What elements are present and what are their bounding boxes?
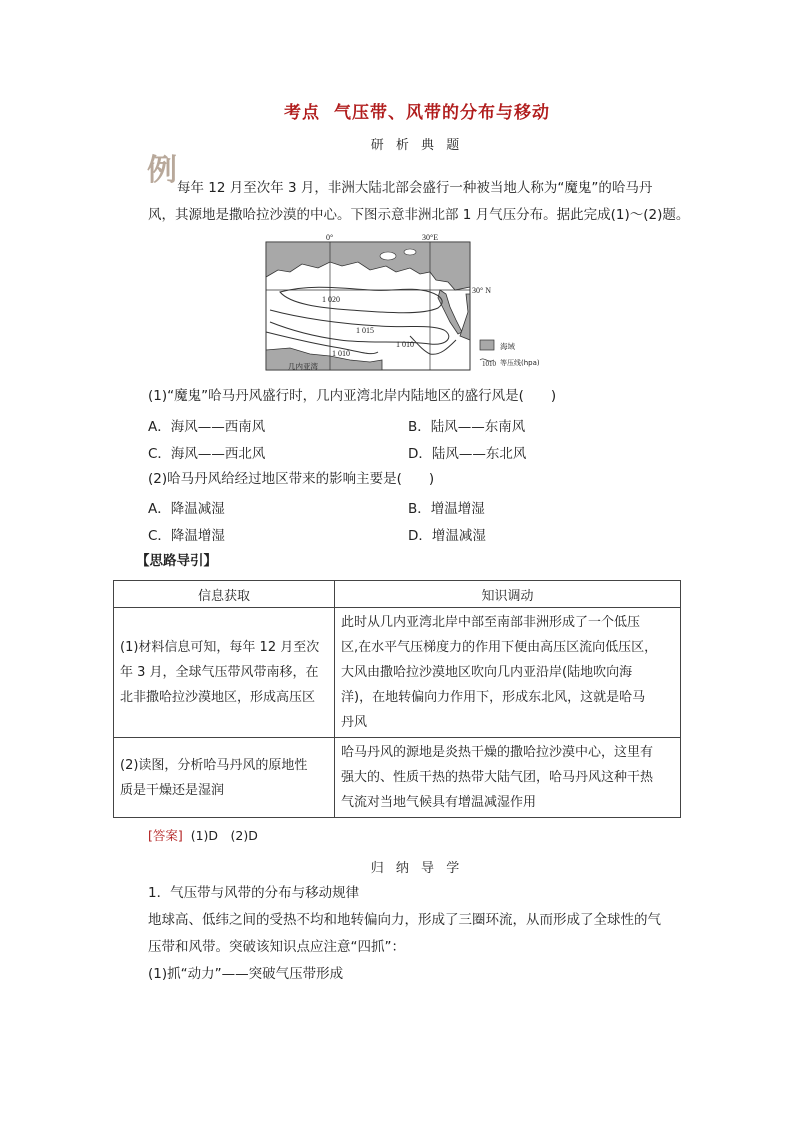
guide-row1-knowledge-line: 洋)，在地转偏向力作用下，形成东北风，这就是哈马 <box>341 690 646 705</box>
page-title <box>0 98 794 123</box>
question1-option-c: C．海风——西北风 <box>148 446 266 462</box>
legend-sea-label: 海域 <box>500 342 515 351</box>
table-row <box>114 738 681 818</box>
example-text-line1: 每年 12 月至次年 3 月，非洲大陆北部会盛行一种被当地人称为“魔鬼”的哈马丹 <box>177 180 653 196</box>
guide-row1-info-line: (1)材料信息可知，每年 12 月至次 <box>120 640 320 655</box>
label-isobar-1010-east: 1 010 <box>396 340 414 349</box>
legend-sea-swatch <box>480 340 494 350</box>
guide-row1-info-line: 年 3 月，全球气压带风带南移，在 <box>120 665 319 680</box>
question2-option-b: B．增温增湿 <box>408 501 485 517</box>
guide-row1-knowledge-line: 此时从几内亚湾北岸中部至南部非洲形成了一个低压 <box>341 615 641 630</box>
label-gulf-of-guinea: 几内亚湾 <box>288 362 318 371</box>
question2-stem: (2)哈马丹风给经过地区带来的影响主要是( ) <box>148 471 435 487</box>
guide-row1-knowledge-line: 区,在水平气压梯度力的作用下便由高压区流向低压区， <box>341 640 658 655</box>
summary-line2: 压带和风带。突破该知识点应注意“四抓”： <box>148 939 405 955</box>
guide-table-header-knowledge: 知识调动 <box>335 581 681 608</box>
label-isobar-1020: 1 020 <box>322 295 340 304</box>
guide-table-header-row <box>114 581 681 608</box>
guide-row1-info <box>114 608 335 738</box>
label-isobar-1010-west: 1 010 <box>332 349 350 358</box>
summary-line3: (1)抓“动力”——突破气压带形成 <box>148 966 344 982</box>
title-prefix: 考点 <box>284 103 320 123</box>
example-text-line2: 风，其源地是撒哈拉沙漠的中心。下图示意非洲北部 1 月气压分布。据此完成(1)～(2)题。 <box>148 207 690 223</box>
question1-option-a: A．海风——西南风 <box>148 419 266 435</box>
guide-row1-info-line: 北非撒哈拉沙漠地区，形成高压区 <box>120 690 316 705</box>
guide-row2-info <box>114 738 335 818</box>
label-isobar-1015: 1 015 <box>356 326 374 335</box>
label-lon0: 0° <box>326 233 334 242</box>
guide-row2-knowledge-line: 强大的、性质干热的热带大陆气团，哈马丹风这种干热 <box>341 770 654 785</box>
guide-row1-knowledge-line: 大风由撒哈拉沙漠地区吹向几内亚沿岸(陆地吹向海 <box>341 665 633 680</box>
question1-stem: (1)“魔鬼”哈马丹风盛行时，几内亚湾北岸内陆地区的盛行风是( ) <box>148 388 557 404</box>
section-heading-summary: 归 纳 导 学 <box>370 861 464 876</box>
legend-isobar-label: 等压线(hpa) <box>500 359 540 367</box>
question2-option-a: A．降温减湿 <box>148 501 225 517</box>
answer-tag: [答案] <box>148 828 183 843</box>
summary-heading: 1．气压带与风带的分布与移动规律 <box>148 885 360 901</box>
guide-row1-knowledge <box>335 608 681 738</box>
guide-row2-info-line: 质是干燥还是湿润 <box>120 782 225 798</box>
label-lat30n: 30° N <box>472 286 491 295</box>
question2-option-d: D．增温减湿 <box>408 528 486 544</box>
guide-table-header-info: 信息获取 <box>114 581 335 608</box>
guide-row2-knowledge-line: 气流对当地气候具有增温减湿作用 <box>341 795 537 810</box>
example-label: 例 <box>147 153 177 188</box>
guide-table <box>113 580 681 818</box>
guide-row2-knowledge <box>335 738 681 818</box>
label-lon30e: 30°E <box>422 233 439 242</box>
pressure-map-figure <box>260 232 560 377</box>
question1-option-d: D．陆风——东北风 <box>408 446 527 462</box>
guide-row2-knowledge-line: 哈马丹风的源地是炎热干燥的撒哈拉沙漠中心，这里有 <box>341 745 654 760</box>
answer-line <box>148 826 258 846</box>
title-text: 气压带、风带的分布与移动 <box>334 103 550 123</box>
guide-row1-knowledge-line: 丹风 <box>341 715 368 730</box>
guide-label: 【思路导引】 <box>136 553 217 569</box>
section-heading-analysis: 研 析 典 题 <box>370 138 464 153</box>
table-row <box>114 608 681 738</box>
guide-row2-info-line: (2)读图，分析哈马丹风的原地性 <box>120 757 308 773</box>
question1-option-b: B．陆风——东南风 <box>408 419 526 435</box>
legend-isobar-value: 1010 <box>482 360 496 368</box>
question2-option-c: C．降温增湿 <box>148 528 225 544</box>
summary-line1: 地球高、低纬之间的受热不均和地转偏向力，形成了三圈环流，从而形成了全球性的气 <box>148 912 661 928</box>
answer-text: (1)D (2)D <box>190 828 258 843</box>
